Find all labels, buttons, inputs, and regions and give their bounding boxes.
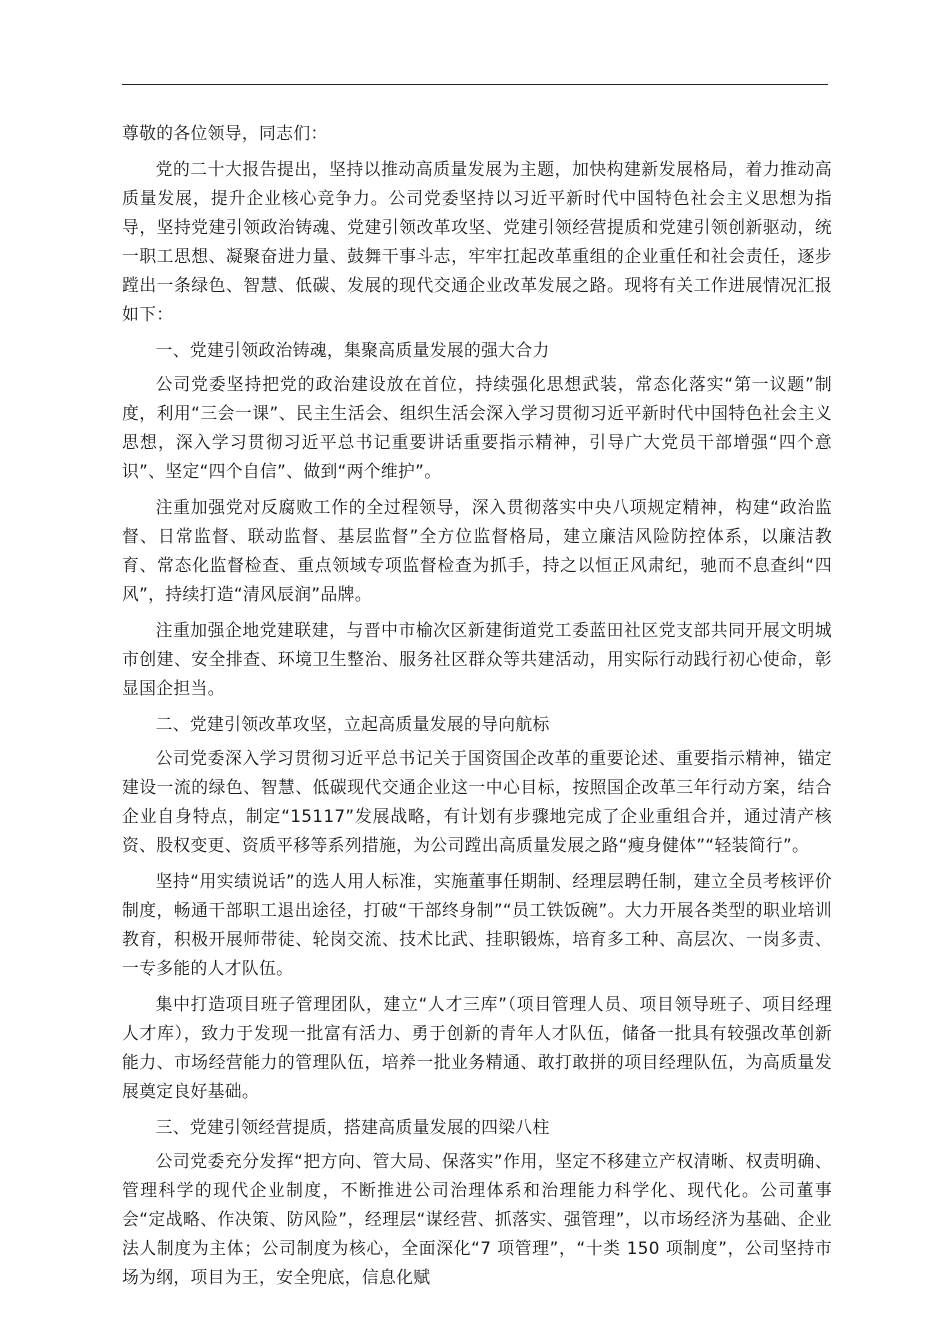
salutation: 尊敬的各位领导，同志们：: [122, 123, 328, 143]
intro-paragraph: 党的二十大报告提出，坚持以推动高质量发展为主题，加快构建新发展格局，着力推动高质量发展，提升企业核心竞争力。公司党委坚持以习近平新时代中国特色社会主义思想为指导，坚持党建引领政治铸魂、党建引领改革攻坚、党建引领经营提质和党建引领创新驱动，统一职工思想、凝聚奋进力量、鼓舞干事斗志，牢牢扛起改革重组的企业重任和社会责任，逐步蹚出一条绿色、智慧、低碳、发展的现代交通企业改革发展之路。现将有关工作进展情况汇报如下：: [122, 159, 832, 324]
body-paragraph: 注重加强企地党建联建，与晋中市榆次区新建街道党工委蓝田社区党支部共同开展文明城市创建、安全排查、环境卫生整治、服务社区群众等共建活动，用实际行动践行初心使命，彰显国企担当。: [122, 620, 832, 698]
section-heading-3: 三、党建引领经营提质，搭建高质量发展的四梁八柱: [155, 1117, 550, 1137]
section-heading-2: 二、党建引领改革攻坚，立起高质量发展的导向航标: [155, 714, 550, 734]
document-body: [122, 119, 832, 1299]
body-paragraph: 公司党委坚持把党的政治建设放在首位，持续强化思想武装，常态化落实“第一议题”制度，利用“三会一课”、民主生活会、组织生活会深入学习贯彻习近平新时代中国特色社会主义思想，深入学习贯彻习近平总书记重要讲话重要指示精神，引导广大党员干部增强“四个意识”、坚定“四个自信”、做到“两个维护”。: [122, 374, 832, 481]
body-paragraph: 集中打造项目班子管理团队，建立“人才三库”（项目管理人员、项目领导班子、项目经理人才库），致力于发现一批富有活力、勇于创新的青年人才队伍，储备一批具有较强改革创新能力、市场经营能力的管理队伍，培养一批业务精通、敢打敢拼的项目经理队伍，为高质量发展奠定良好基础。: [122, 994, 832, 1101]
body-paragraph: 公司党委深入学习贯彻习近平总书记关于国资国企改革的重要论述、重要指示精神，锚定建设一流的绿色、智慧、低碳现代交通企业这一中心目标，按照国企改革三年行动方案，结合企业自身特点，制定“15117”发展战略，有计划有步骤地完成了企业重组合并，通过清产核资、股权变更、资质平移等系列措施，为公司蹚出高质量发展之路“瘦身健体”“轻装简行”。: [122, 748, 832, 855]
body-paragraph: 坚持“用实绩说话”的选人用人标准，实施董事任期制、经理层聘任制，建立全员考核评价制度，畅通干部职工退出途径，打破“干部终身制”“员工铁饭碗”。大力开展各类型的职业培训教育，积极开展师带徒、轮岗交流、技术比武、挂职锻炼，培育多工种、高层次、一岗多责、一专多能的人才队伍。: [122, 871, 832, 978]
section-heading-1: 一、党建引领政治铸魂，集聚高质量发展的强大合力: [155, 340, 550, 360]
body-paragraph: 注重加强党对反腐败工作的全过程领导，深入贯彻落实中央八项规定精神，构建“政治监督、日常监督、联动监督、基层监督”全方位监督格局，建立廉洁风险防控体系，以廉洁教育、常态化监督检查、重点领域专项监督检查为抓手，持之以恒正风肃纪，驰而不息查纠“四风”，持续打造“清风辰润”品牌。: [122, 497, 832, 604]
header-rule: [122, 84, 828, 85]
body-paragraph: 公司党委充分发挥“把方向、管大局、保落实”作用，坚定不移建立产权清晰、权责明确、管理科学的现代企业制度，不断推进公司治理体系和治理能力科学化、现代化。公司董事会“定战略、作决策、防风险”，经理层“谋经营、抓落实、强管理”，以市场经济为基础、企业法人制度为主体；公司制度为核心，全面深化“7 项管理”，“十类 150 项制度”，公司坚持市场为纲，项目为王，安全兜底，信息化赋: [122, 1151, 832, 1287]
